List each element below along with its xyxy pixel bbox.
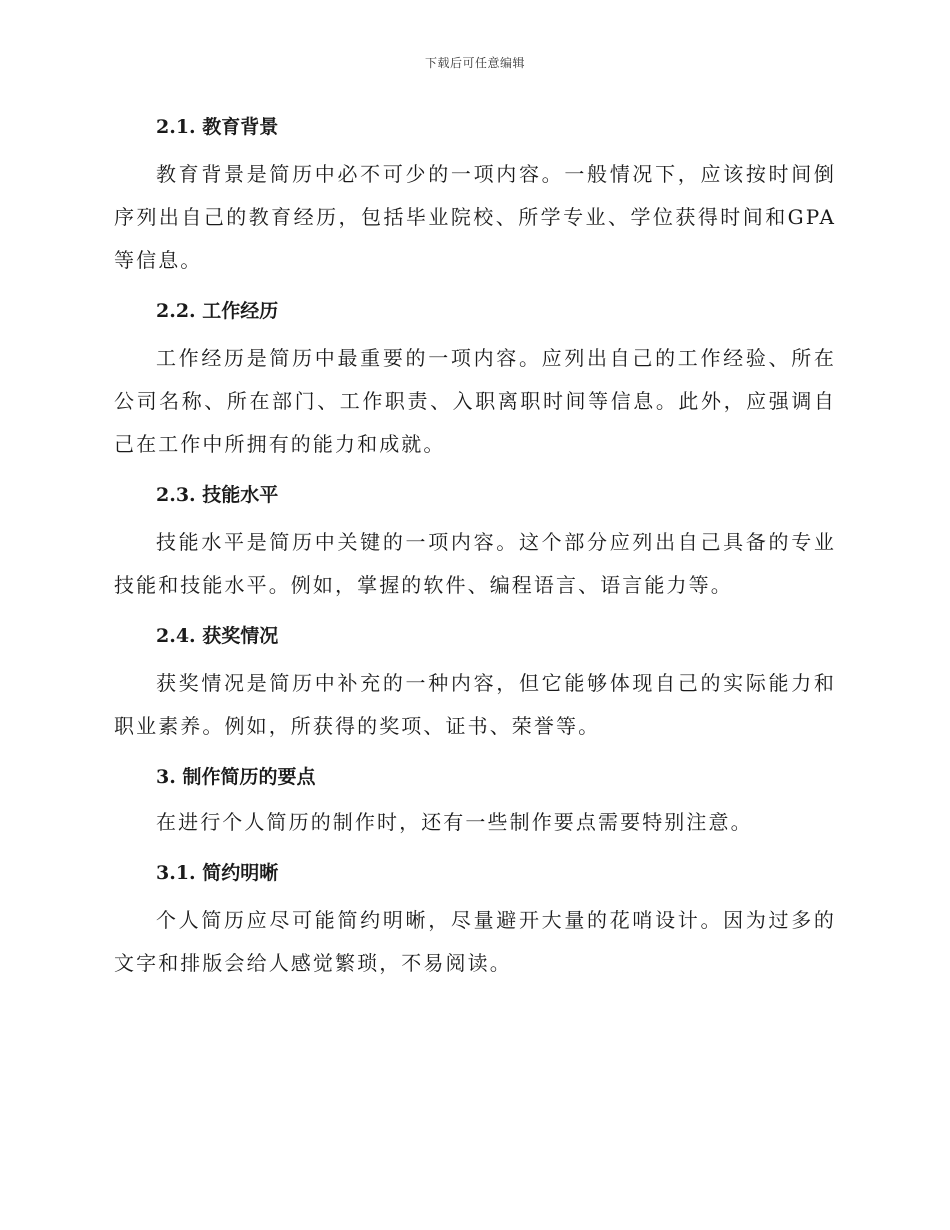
section-paragraph-education: 教育背景是简历中必不可少的一项内容。一般情况下，应该按时间倒序列出自己的教育经历，包括毕业院校、所学专业、学位获得时间和GPA等信息。 [114,162,836,272]
page-header: 下载后可任意编辑 [424,56,525,70]
section-heading-concise: 3.1. 简约明晰 [156,862,279,884]
document-body [114,112,836,999]
section-heading-resume-tips: 3. 制作简历的要点 [156,766,316,788]
section-paragraph-concise: 个人简历应尽可能简约明晰，尽量避开大量的花哨设计。因为过多的文字和排版会给人感觉繁琐，不易阅读。 [114,908,836,975]
section-paragraph-work-experience: 工作经历是简历中最重要的一项内容。应列出自己的工作经验、所在公司名称、所在部门、工作职责、入职离职时间等信息。此外，应强调自己在工作中所拥有的能力和成就。 [114,346,836,456]
section-heading-awards: 2.4. 获奖情况 [156,625,279,647]
section-paragraph-awards: 获奖情况是简历中补充的一种内容，但它能够体现自己的实际能力和职业素养。例如，所获得的奖项、证书、荣誉等。 [114,671,836,738]
section-heading-work-experience: 2.2. 工作经历 [156,300,279,322]
section-paragraph-skills: 技能水平是简历中关键的一项内容。这个部分应列出自己具备的专业技能和技能水平。例如，掌握的软件、编程语言、语言能力等。 [114,530,836,597]
section-heading-skills: 2.3. 技能水平 [156,484,279,506]
section-paragraph-resume-tips: 在进行个人简历的制作时，还有一些制作要点需要特别注意。 [156,810,753,834]
section-heading-education: 2.1. 教育背景 [156,116,279,138]
